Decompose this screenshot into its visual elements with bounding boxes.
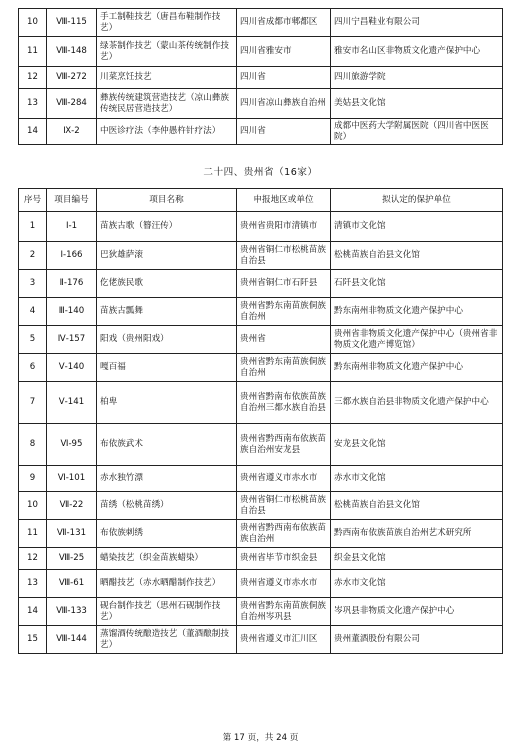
row-region: 贵州省黔东南苗族侗族自治州岑巩县: [237, 598, 331, 626]
row-region: 贵州省毕节市织金县: [237, 548, 331, 570]
row-unit: 黔东南州非物质文化遗产保护中心: [331, 298, 503, 326]
row-unit: 石阡县文化馆: [331, 270, 503, 298]
row-number: 13: [19, 570, 47, 598]
row-code: Ⅶ-131: [47, 520, 97, 548]
row-region: 贵州省贵阳市清镇市: [237, 212, 331, 242]
row-code: Ⅰ-166: [47, 242, 97, 270]
row-number: 9: [19, 466, 47, 492]
row-region: 贵州省黔西南布依族苗族自治州: [237, 520, 331, 548]
row-name: 嘎百福: [97, 354, 237, 382]
row-unit: 成都中医药大学附属医院（四川省中医医院）: [331, 119, 503, 145]
row-region: 四川省: [237, 67, 331, 89]
row-number: 4: [19, 298, 47, 326]
row-region: 四川省凉山彝族自治州: [237, 89, 331, 119]
row-region: 贵州省遵义市汇川区: [237, 626, 331, 654]
row-name: 阳戏（贵州阳戏）: [97, 326, 237, 354]
row-unit: 岑巩县非物质文化遗产保护中心: [331, 598, 503, 626]
row-code: Ⅷ-272: [47, 67, 97, 89]
row-number: 2: [19, 242, 47, 270]
row-number: 10: [19, 492, 47, 520]
row-number: 5: [19, 326, 47, 354]
row-name: 苗绣（松桃苗绣）: [97, 492, 237, 520]
row-number: 7: [19, 382, 47, 424]
row-name: 中医诊疗法（李仲愚杵针疗法）: [97, 119, 237, 145]
row-region: 贵州省铜仁市松桃苗族自治县: [237, 242, 331, 270]
row-name: 绿茶制作技艺（蒙山茶传统制作技艺）: [97, 37, 237, 67]
row-code: Ⅴ-141: [47, 382, 97, 424]
table-row: [19, 548, 503, 570]
row-number: 12: [19, 548, 47, 570]
row-number: 3: [19, 270, 47, 298]
row-number: 14: [19, 598, 47, 626]
table-row: [19, 382, 503, 424]
row-code: Ⅱ-176: [47, 270, 97, 298]
table-row: [19, 67, 503, 89]
table-row: [19, 598, 503, 626]
table-row: [19, 354, 503, 382]
row-code: Ⅷ-61: [47, 570, 97, 598]
row-region: 贵州省黔西南布依族苗族自治州安龙县: [237, 424, 331, 466]
row-region: 贵州省: [237, 326, 331, 354]
row-region: 贵州省黔东南苗族侗族自治州: [237, 298, 331, 326]
row-unit: 贵州省非物质文化遗产保护中心（贵州省非物质文化遗产博览馆）: [331, 326, 503, 354]
row-name: 赤水独竹漂: [97, 466, 237, 492]
row-name: 苗族古瓢舞: [97, 298, 237, 326]
row-unit: 松桃苗族自治县文化馆: [331, 242, 503, 270]
row-number: 10: [19, 9, 47, 37]
row-code: Ⅳ-157: [47, 326, 97, 354]
row-region: 贵州省黔南布依族苗族自治州三都水族自治县: [237, 382, 331, 424]
row-name: 砚台制作技艺（思州石砚制作技艺）: [97, 598, 237, 626]
row-unit: 四川旅游学院: [331, 67, 503, 89]
row-number: 13: [19, 89, 47, 119]
table-row: [19, 37, 503, 67]
row-name: 布依族刺绣: [97, 520, 237, 548]
row-region: 贵州省铜仁市石阡县: [237, 270, 331, 298]
row-name: 仡佬族民歌: [97, 270, 237, 298]
row-unit: 贵州董酒股份有限公司: [331, 626, 503, 654]
row-unit: 松桃苗族自治县文化馆: [331, 492, 503, 520]
row-name: 蒸馏酒传统酿造技艺（董酒酿制技艺）: [97, 626, 237, 654]
table-row: [19, 212, 503, 242]
row-code: Ⅴ-140: [47, 354, 97, 382]
row-name: 彝族传统建筑营造技艺（凉山彝族传统民居营造技艺）: [97, 89, 237, 119]
page-footer: 第 17 页，共 24 页: [222, 733, 299, 743]
table-row: [19, 89, 503, 119]
row-unit: 雅安市名山区非物质文化遗产保护中心: [331, 37, 503, 67]
row-name: 晒醋技艺（赤水晒醋制作技艺）: [97, 570, 237, 598]
row-number: 15: [19, 626, 47, 654]
row-region: 贵州省遵义市赤水市: [237, 570, 331, 598]
row-region: 贵州省黔东南苗族侗族自治州: [237, 354, 331, 382]
row-number: 11: [19, 37, 47, 67]
table-row: [19, 270, 503, 298]
row-code: Ⅵ-95: [47, 424, 97, 466]
row-code: Ⅶ-22: [47, 492, 97, 520]
row-unit: 织金县文化馆: [331, 548, 503, 570]
header-unit: 拟认定的保护单位: [331, 189, 503, 212]
row-code: Ⅷ-133: [47, 598, 97, 626]
header-region: 申报地区或单位: [237, 189, 331, 212]
row-region: 贵州省遵义市赤水市: [237, 466, 331, 492]
table-row: [19, 466, 503, 492]
table-row: [19, 424, 503, 466]
table-row: [19, 298, 503, 326]
row-region: 贵州省铜仁市松桃苗族自治县: [237, 492, 331, 520]
table-row: [19, 242, 503, 270]
row-name: 布依族武术: [97, 424, 237, 466]
row-unit: 黔西南布依族苗族自治州艺术研究所: [331, 520, 503, 548]
row-name: 手工制鞋技艺（唐昌布鞋制作技艺）: [97, 9, 237, 37]
row-number: 6: [19, 354, 47, 382]
row-name: 苗族古歌（簪汪传）: [97, 212, 237, 242]
top-table: [18, 8, 503, 145]
row-code: Ⅸ-2: [47, 119, 97, 145]
header-name: 项目名称: [97, 189, 237, 212]
row-unit: 美姑县文化馆: [331, 89, 503, 119]
row-region: 四川省: [237, 119, 331, 145]
row-unit: 清镇市文化馆: [331, 212, 503, 242]
table-row: [19, 9, 503, 37]
row-unit: 赤水市文化馆: [331, 570, 503, 598]
row-unit: 三都水族自治县非物质文化遗产保护中心: [331, 382, 503, 424]
row-code: Ⅷ-284: [47, 89, 97, 119]
table-row: [19, 520, 503, 548]
row-unit: 四川宁昌鞋业有限公司: [331, 9, 503, 37]
row-unit: 安龙县文化馆: [331, 424, 503, 466]
row-unit: 黔东南州非物质文化遗产保护中心: [331, 354, 503, 382]
row-number: 12: [19, 67, 47, 89]
row-code: Ⅷ-144: [47, 626, 97, 654]
header-no: 序号: [19, 189, 47, 212]
row-unit: 赤水市文化馆: [331, 466, 503, 492]
row-code: Ⅵ-101: [47, 466, 97, 492]
header-code: 项目编号: [47, 189, 97, 212]
section-title: 二十四、贵州省（16家）: [203, 167, 318, 178]
row-name: 川菜烹饪技艺: [97, 67, 237, 89]
table-row: [19, 492, 503, 520]
row-name: 柏卑: [97, 382, 237, 424]
row-code: Ⅷ-25: [47, 548, 97, 570]
guizhou-table: [18, 188, 503, 654]
row-code: Ⅷ-148: [47, 37, 97, 67]
table-row: [19, 626, 503, 654]
row-name: 蜡染技艺（织金苗族蜡染）: [97, 548, 237, 570]
row-code: Ⅲ-140: [47, 298, 97, 326]
row-region: 四川省成都市郫都区: [237, 9, 331, 37]
row-number: 1: [19, 212, 47, 242]
table-row: [19, 119, 503, 145]
header-row: [19, 189, 503, 212]
row-number: 11: [19, 520, 47, 548]
table-row: [19, 326, 503, 354]
row-code: Ⅷ-115: [47, 9, 97, 37]
row-number: 14: [19, 119, 47, 145]
row-region: 四川省雅安市: [237, 37, 331, 67]
row-code: Ⅰ-1: [47, 212, 97, 242]
row-number: 8: [19, 424, 47, 466]
row-name: 巴狄雄萨滚: [97, 242, 237, 270]
table-row: [19, 570, 503, 598]
